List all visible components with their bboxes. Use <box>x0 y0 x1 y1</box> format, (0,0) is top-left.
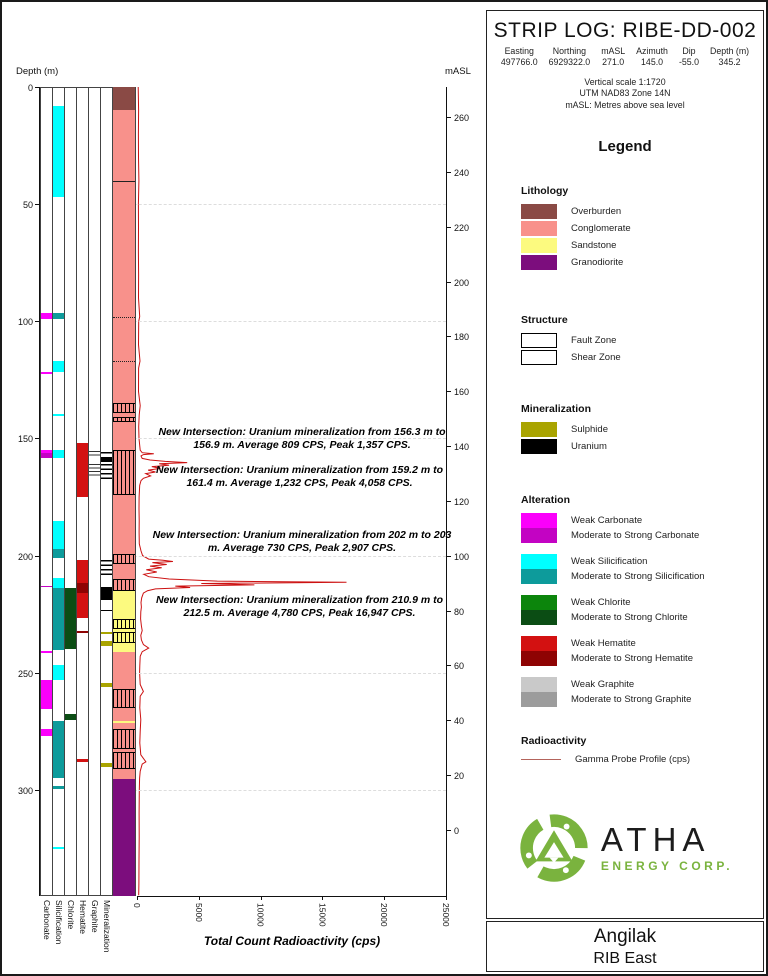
depth-tick-label: 150 <box>17 434 33 445</box>
datum-note: UTM NAD83 Zone 14N <box>579 88 671 99</box>
legend-item-label: Sandstone <box>571 240 617 252</box>
column-interval <box>101 452 112 456</box>
column-interval <box>101 587 112 600</box>
weak-swatch <box>521 554 557 569</box>
legend-section-mineralization <box>521 403 763 454</box>
column-interval <box>53 549 64 558</box>
cps-tick-label: 10000 <box>255 903 266 927</box>
column-interval <box>65 588 76 649</box>
legend-section-title: Lithology <box>521 185 569 198</box>
alteration-swatch <box>521 677 557 707</box>
depth-tick <box>35 321 39 322</box>
column-interval <box>77 759 88 761</box>
strong-label: Moderate to Strong Carbonate <box>571 530 700 542</box>
weak-swatch <box>521 595 557 610</box>
legend-section-alteration <box>521 494 763 707</box>
legend-item-labels <box>571 554 705 584</box>
legend-section-lithology <box>521 185 763 270</box>
masl-tick-label: 0 <box>454 825 460 836</box>
legend-item-label: Overburden <box>571 206 622 218</box>
collar-info-item <box>679 46 699 68</box>
column-label: Chlorite <box>66 900 76 930</box>
project-area: RIB East <box>593 950 657 967</box>
depth-tick-label: 300 <box>17 785 33 796</box>
fault-zone-overlay <box>113 450 135 495</box>
legend-color-swatch <box>521 221 557 236</box>
column-interval <box>53 665 64 680</box>
legend-item <box>521 221 763 236</box>
log-title: STRIP LOG: RIBE-DD-002 <box>493 19 757 42</box>
column-interval <box>53 313 64 319</box>
legend-item-labels <box>571 636 693 666</box>
column-interval <box>53 414 64 416</box>
masl-tick <box>447 336 451 337</box>
collar-info-label: Depth (m) <box>710 46 750 56</box>
fault-zone-overlay <box>113 579 135 591</box>
cps-tick <box>261 896 262 900</box>
depth-axis-line <box>39 87 40 896</box>
legend-item-label: Fault Zone <box>571 335 617 347</box>
legend-item <box>521 513 763 543</box>
column-interval <box>41 453 52 458</box>
masl-tick-label: 220 <box>454 222 470 233</box>
column-interval <box>89 451 100 457</box>
column-interval <box>53 521 64 549</box>
cps-tick-label: 5000 <box>193 903 204 922</box>
collar-info-label: Northing <box>552 46 587 56</box>
masl-tick <box>447 227 451 228</box>
legend-item-label: Sulphide <box>571 424 608 436</box>
alteration-swatch <box>521 636 557 666</box>
masl-tick-label: 240 <box>454 168 470 178</box>
column-interval <box>53 361 64 372</box>
strong-label: Moderate to Strong Silicification <box>571 571 705 583</box>
strong-swatch <box>521 569 557 584</box>
masl-tick-label: 100 <box>454 551 470 562</box>
column-interval <box>101 464 112 479</box>
collar-info-item <box>636 46 668 68</box>
masl-tick-label: 180 <box>454 332 470 343</box>
masl-tick <box>447 501 451 502</box>
column-interval <box>41 313 52 319</box>
weak-swatch <box>521 677 557 692</box>
collar-info-value: 6929322.0 <box>548 56 591 67</box>
masl-tick <box>447 830 451 831</box>
column-interval <box>101 641 112 646</box>
masl-tick-label: 200 <box>454 277 470 288</box>
strip-log-chart <box>2 2 484 976</box>
column-interval <box>101 560 112 577</box>
legend-item <box>521 754 763 765</box>
depth-tick <box>35 204 39 205</box>
legend-item <box>521 439 763 454</box>
legend-item-label: Gamma Probe Profile (cps) <box>575 754 691 766</box>
intersection-annotation: New Intersection: Uranium mineralization from 202 m to 203 m. Average 730 CPS, Peak 2,907 CPS. <box>152 529 452 555</box>
weak-swatch <box>521 513 557 528</box>
legend-color-swatch <box>521 439 557 454</box>
collar-info-value: 345.2 <box>718 56 741 67</box>
atha-logo <box>487 811 763 885</box>
collar-info-label: mASL <box>601 46 626 56</box>
masl-tick <box>447 391 451 392</box>
collar-info-label: Dip <box>682 46 696 56</box>
legend-color-swatch <box>521 238 557 253</box>
alteration-swatch <box>521 513 557 543</box>
depth-tick-label: 200 <box>17 551 33 562</box>
legend-color-swatch <box>521 204 557 219</box>
cps-tick-label: 0 <box>132 903 142 908</box>
collar-info-item <box>601 46 625 68</box>
column-interval <box>89 464 100 478</box>
masl-tick-label: 60 <box>454 661 465 672</box>
intersection-annotation: New Intersection: Uranium mineralization from 210.9 m to 212.5 m. Average 4,780 CPS, Peak 16,947 CPS. <box>155 594 444 620</box>
column-interval <box>41 372 52 374</box>
masl-axis-title: mASL <box>445 66 471 77</box>
legend-color-swatch <box>521 422 557 437</box>
legend-item <box>521 677 763 707</box>
legend-title: Legend <box>598 138 652 156</box>
depth-tick <box>35 556 39 557</box>
logo-company-name: ATHA <box>600 821 711 859</box>
masl-note: mASL: Metres above sea level <box>565 99 685 110</box>
column-interval <box>53 106 64 197</box>
column-interval <box>101 763 112 767</box>
fault-zone-overlay <box>113 752 135 768</box>
lithology-contact-line <box>113 317 135 318</box>
collar-info-value: 145.0 <box>641 56 664 67</box>
fault-zone-overlay <box>113 729 135 749</box>
collar-info-label: Easting <box>504 46 534 56</box>
weak-swatch <box>521 636 557 651</box>
masl-tick-label: 140 <box>454 442 470 453</box>
legend-item-label: Shear Zone <box>571 352 621 364</box>
column-interval <box>101 610 112 612</box>
weak-label: Weak Graphite <box>571 679 635 691</box>
column-interval <box>77 631 88 633</box>
cps-tick-label: 15000 <box>317 903 328 927</box>
weak-label: Weak Chlorite <box>571 597 631 609</box>
collar-info-label: Azimuth <box>636 46 668 56</box>
legend-section-structure <box>521 314 763 365</box>
lithology-contact-line <box>113 181 135 182</box>
lithology-interval <box>113 652 135 721</box>
masl-tick-label: 20 <box>454 771 465 781</box>
legend-item-label: Granodiorite <box>571 257 624 269</box>
project-name: Angilak <box>593 926 657 947</box>
lithology-interval <box>113 87 135 110</box>
strong-label: Moderate to Strong Graphite <box>571 694 692 706</box>
intersection-annotation: New Intersection: Uranium mineralization from 159.2 m to 161.4 m. Average 1,232 CPS, Peak 4,058 CPS. <box>155 464 444 490</box>
depth-tick <box>35 790 39 791</box>
fault-zone-overlay <box>113 417 135 422</box>
column-interval <box>53 588 64 650</box>
column-interval <box>77 593 88 618</box>
column-interval <box>77 443 88 497</box>
legend-section-title: Alteration <box>521 494 571 507</box>
masl-tick-label: 40 <box>454 716 465 727</box>
legend-item <box>521 238 763 253</box>
column-label: Hematite <box>78 900 88 935</box>
collar-info-item <box>501 46 538 68</box>
column-interval <box>53 450 64 458</box>
alteration-swatch <box>521 554 557 584</box>
lithology-interval <box>113 110 135 590</box>
column-interval <box>101 683 112 687</box>
masl-tick <box>447 556 451 557</box>
strong-swatch <box>521 692 557 707</box>
column-label: Silicification <box>54 900 64 945</box>
x-axis-title: Total Count Radioactivity (cps) <box>203 934 381 948</box>
legend-item <box>521 350 763 365</box>
column-interval <box>77 583 88 593</box>
legend-item <box>521 204 763 219</box>
depth-tick <box>35 673 39 674</box>
cps-tick-label: 25000 <box>441 903 451 927</box>
strong-swatch <box>521 651 557 666</box>
collar-info-item <box>549 46 591 68</box>
log-column-mineralization <box>100 87 113 896</box>
depth-tick-label: 50 <box>22 200 33 211</box>
fault-zone-overlay <box>113 403 135 412</box>
masl-tick <box>447 775 451 776</box>
cps-tick <box>322 896 323 900</box>
legend-item <box>521 422 763 437</box>
column-interval <box>101 457 112 462</box>
legend-item <box>521 595 763 625</box>
depth-tick-label: 100 <box>17 317 33 328</box>
weak-label: Weak Carbonate <box>571 515 643 527</box>
column-interval <box>53 786 64 788</box>
column-interval <box>101 632 112 634</box>
weak-label: Weak Hematite <box>571 638 636 650</box>
atha-logo-text <box>601 823 733 873</box>
cps-tick <box>384 896 385 900</box>
masl-tick-label: 80 <box>454 606 465 617</box>
strong-label: Moderate to Strong Hematite <box>571 653 693 665</box>
lithology-contact-line <box>113 361 135 362</box>
fault-zone-overlay <box>113 554 135 563</box>
collar-info-item <box>710 46 749 68</box>
project-title-box <box>486 921 764 972</box>
legend-item-labels <box>571 677 691 707</box>
strong-swatch <box>521 528 557 543</box>
column-label: Carbonate <box>42 900 52 940</box>
column-interval <box>77 560 88 583</box>
legend-color-swatch <box>521 255 557 270</box>
column-interval <box>53 847 64 849</box>
masl-tick <box>447 117 451 118</box>
column-interval <box>41 680 52 709</box>
shear-zone-swatch <box>521 350 557 365</box>
masl-tick-label: 160 <box>454 387 470 398</box>
masl-tick-label: 260 <box>454 113 470 124</box>
legend-item-label: Uranium <box>571 441 607 453</box>
legend-item-labels <box>571 595 688 625</box>
weak-label: Weak Silicification <box>571 556 648 568</box>
legend-item-label: Conglomerate <box>571 223 631 235</box>
collar-info <box>487 46 763 68</box>
depth-tick <box>35 438 39 439</box>
fault-zone-overlay <box>113 619 135 630</box>
column-interval <box>53 721 64 778</box>
depth-tick <box>35 87 39 88</box>
masl-tick <box>447 172 451 173</box>
collar-info-value: 497766.0 <box>500 56 538 67</box>
legend-section-title: Mineralization <box>521 403 592 416</box>
collar-info-value: 271.0 <box>602 56 625 67</box>
column-interval <box>65 714 76 720</box>
masl-tick <box>447 720 451 721</box>
legend-section-title: Structure <box>521 314 568 327</box>
radioactivity-axis-line <box>137 896 447 897</box>
legend <box>487 185 763 765</box>
column-interval <box>41 651 52 653</box>
column-label: Mineralization <box>102 900 112 953</box>
column-interval <box>53 578 64 589</box>
intersection-annotation: New Intersection: Uranium mineralization from 156.3 m to 156.9 m. Average 809 CPS, Peak 1,357 CPS. <box>158 426 446 452</box>
alteration-swatch <box>521 595 557 625</box>
masl-tick-label: 120 <box>454 496 470 507</box>
strong-label: Moderate to Strong Chlorite <box>571 612 688 624</box>
legend-section-radioactivity <box>521 735 763 765</box>
depth-tick-label: 250 <box>17 668 33 679</box>
depth-tick-label: 0 <box>27 83 33 93</box>
depth-axis-title: Depth (m) <box>16 66 59 77</box>
cps-tick <box>446 896 447 900</box>
fault-zone-swatch <box>521 333 557 348</box>
fault-zone-overlay <box>113 689 135 708</box>
scale-note: Vertical scale 1:1720 <box>584 76 666 87</box>
column-interval <box>41 729 52 736</box>
column-interval <box>41 586 52 588</box>
legend-item <box>521 554 763 584</box>
fault-zone-overlay <box>113 632 135 644</box>
lithology-interval <box>113 779 135 896</box>
legend-item <box>521 636 763 666</box>
atha-logo-icon <box>517 811 591 885</box>
masl-tick <box>447 282 451 283</box>
masl-tick <box>447 665 451 666</box>
collar-info-value: -55.0 <box>678 56 699 67</box>
legend-item-labels <box>571 513 699 543</box>
logo-company-sub: ENERGY CORP. <box>600 859 734 874</box>
legend-section-title: Radioactivity <box>521 735 587 748</box>
column-label: Graphite <box>90 900 100 933</box>
cps-tick-label: 20000 <box>379 903 390 927</box>
legend-item <box>521 333 763 348</box>
strong-swatch <box>521 610 557 625</box>
info-panel <box>486 10 764 919</box>
cps-tick <box>137 896 138 900</box>
gamma-line-swatch <box>521 759 561 760</box>
cps-tick <box>199 896 200 900</box>
legend-item <box>521 255 763 270</box>
